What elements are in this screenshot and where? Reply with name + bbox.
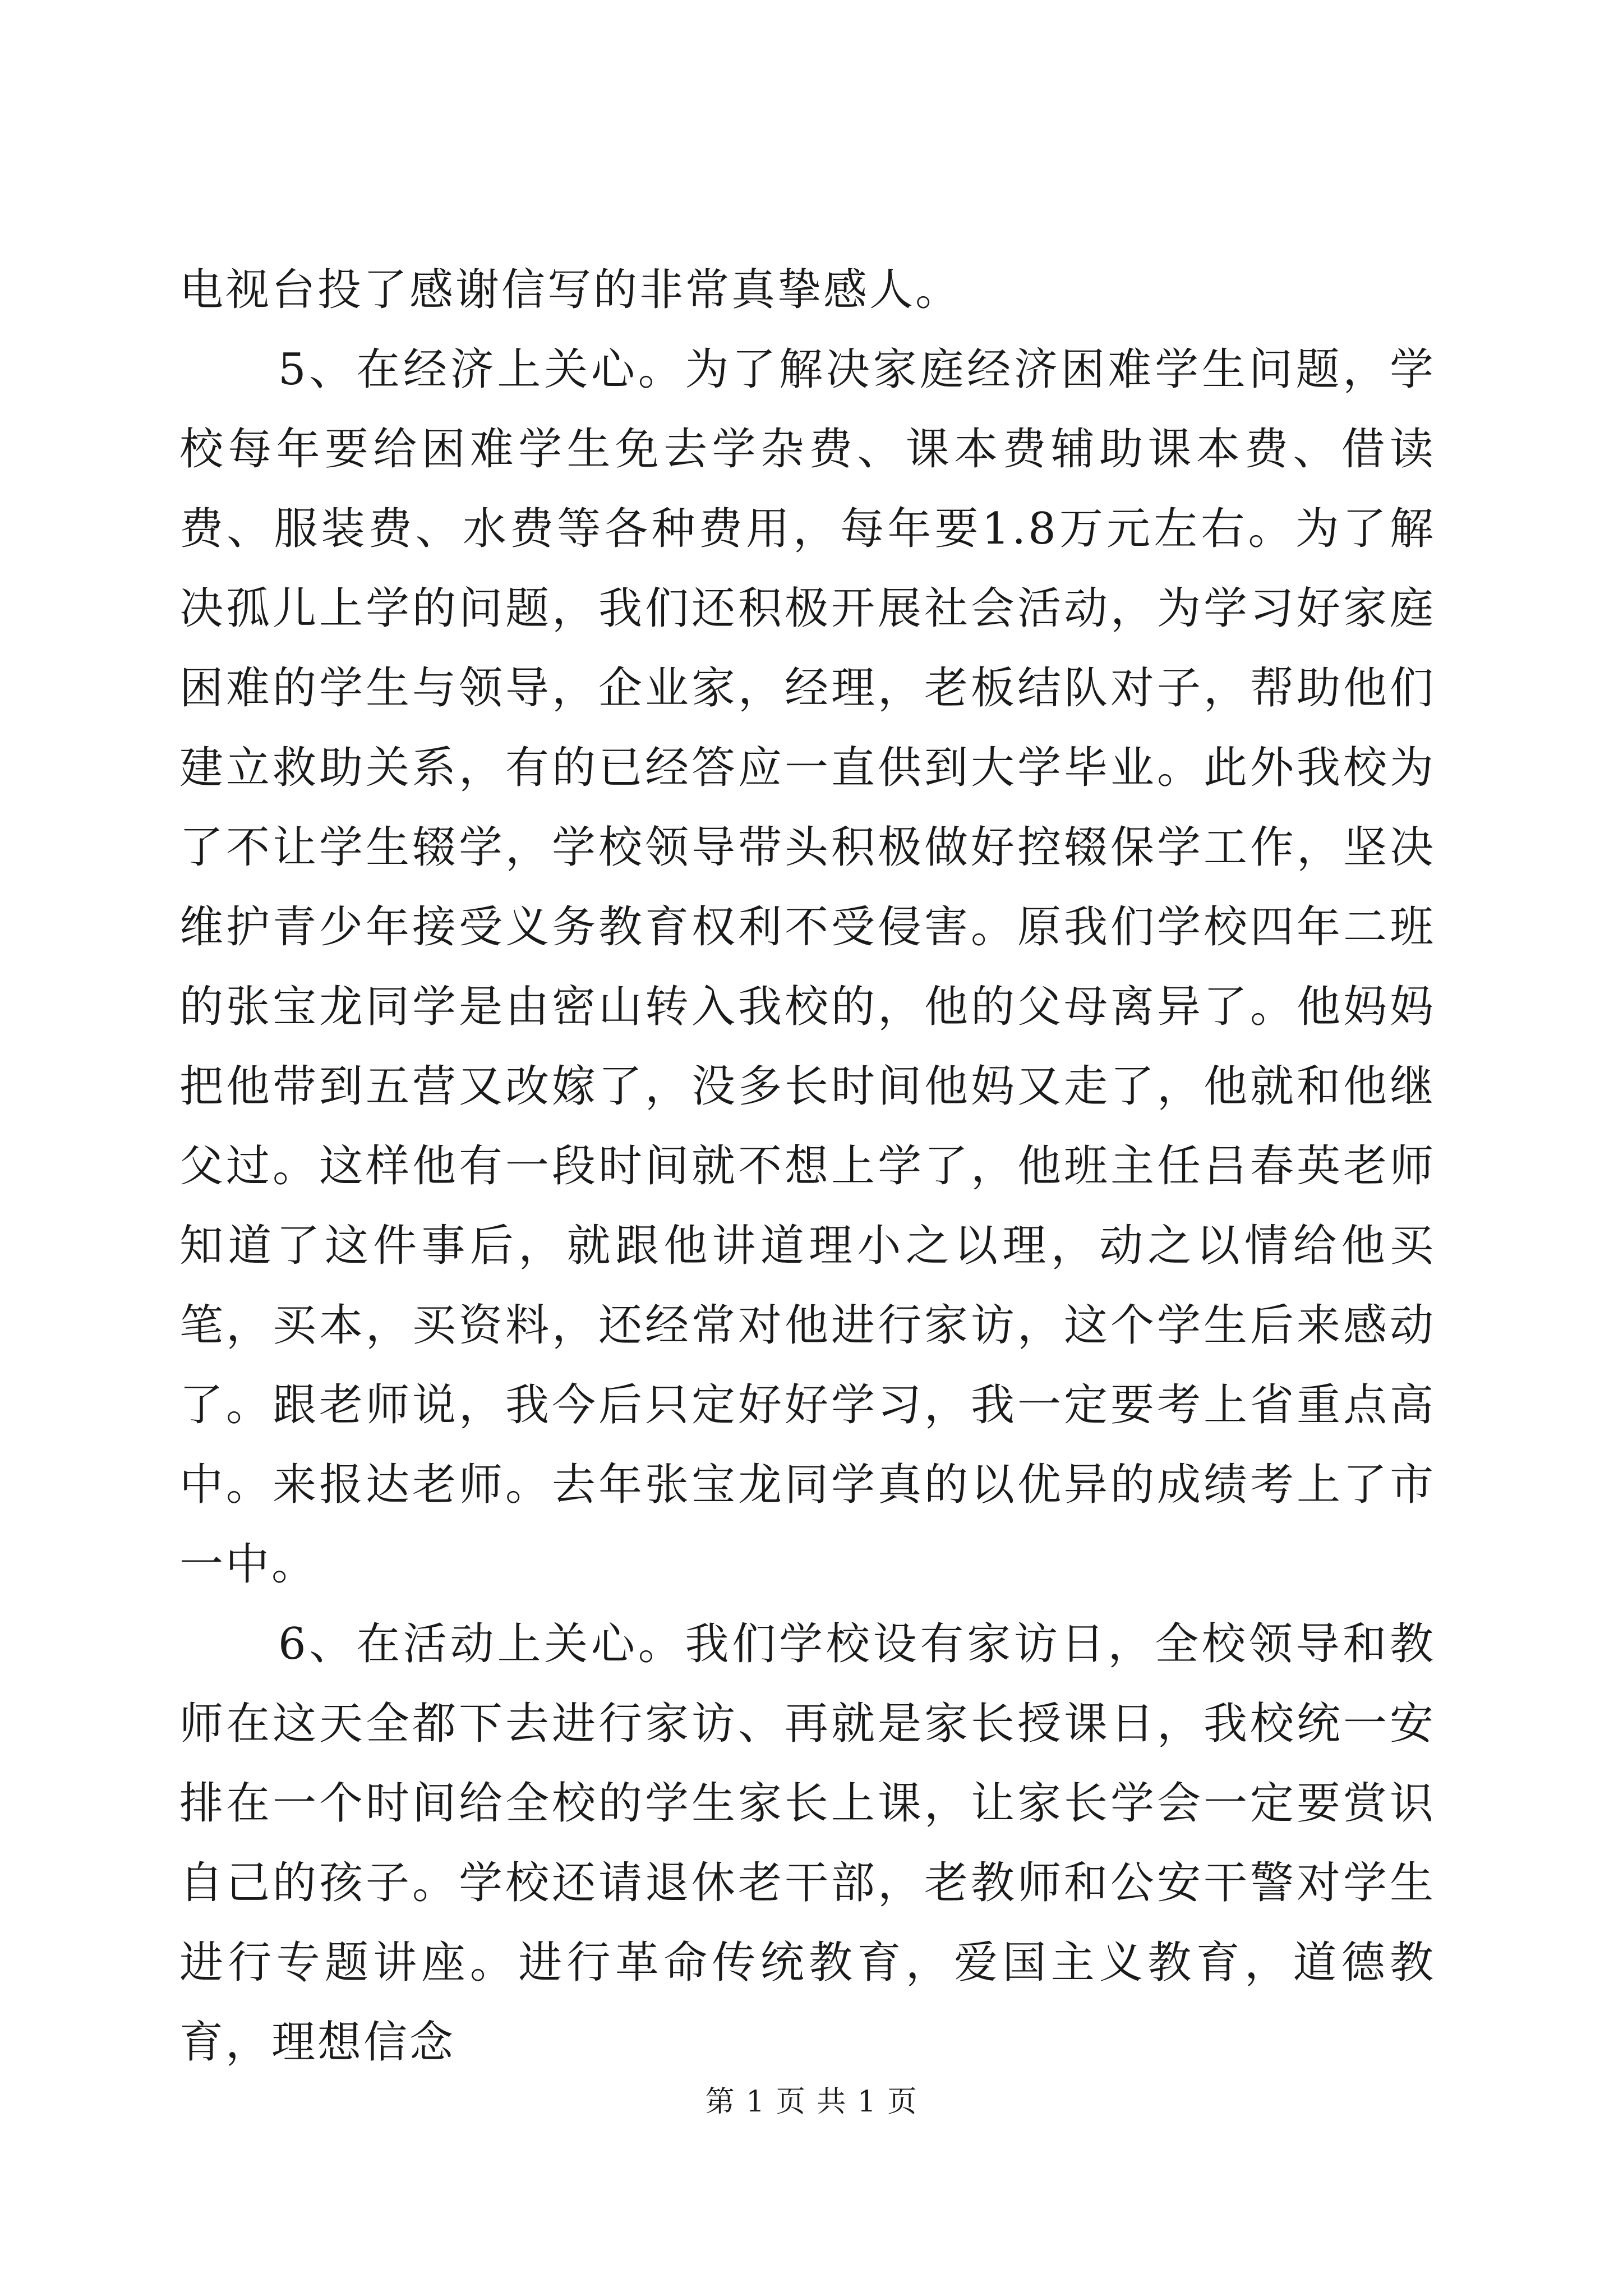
paragraph-3: 6、在活动上关心。我们学校设有家访日，全校领导和教师在这天全都下去进行家访、再就是家长授课日，我校统一安排在一个时间给全校的学生家长上课，让家长学会一定要赏识自己的孩子。学校还请退休老干部，老教师和公安干警对学生进行专题讲座。进行革命传统教育，爱国主义教育，道德教育，理想信念 bbox=[179, 1619, 1436, 2068]
page-number-footer: 第 1 页 共 1 页 bbox=[705, 2085, 918, 2119]
paragraph-2: 5、在经济上关心。为了解决家庭经济困难学生问题，学校每年要给困难学生免去学杂费、课本费辅助课本费、借读费、服装费、水费等各种费用，每年要1.8万元左右。为了解决孤儿上学的问题，我们还积极开展社会活动，为学习好家庭困难的学生与领导，企业家，经理，老板结队对子，帮助他们建立救助关系，有的已经答应一直供到大学毕业。此外我校为了不让学生辍学，学校领导带头积极做好控辍保学工作，坚决维护青少年接受义务教育权利不受侵害。原我们学校四年二班的张宝龙同学是由密山转入我校的，他的父母离异了。他妈妈把他带到五营又改嫁了，没多长时间他妈又走了，他就和他继父过。这样他有一段时间就不想上学了，他班主任吕春英老师知道了这件事后，就跟他讲道理小之以理，动之以情给他买笔，买本，买资料，还经常对他进行家访，这个学生后来感动了。跟老师说，我今后只定好好学习，我一定要考上省重点高中。来报达老师。去年张宝龙同学真的以优异的成绩考上了市一中。 bbox=[179, 344, 1436, 1590]
document-body bbox=[179, 250, 1436, 2082]
paragraph-1: 电视台投了感谢信写的非常真挚感人。 bbox=[179, 265, 962, 315]
